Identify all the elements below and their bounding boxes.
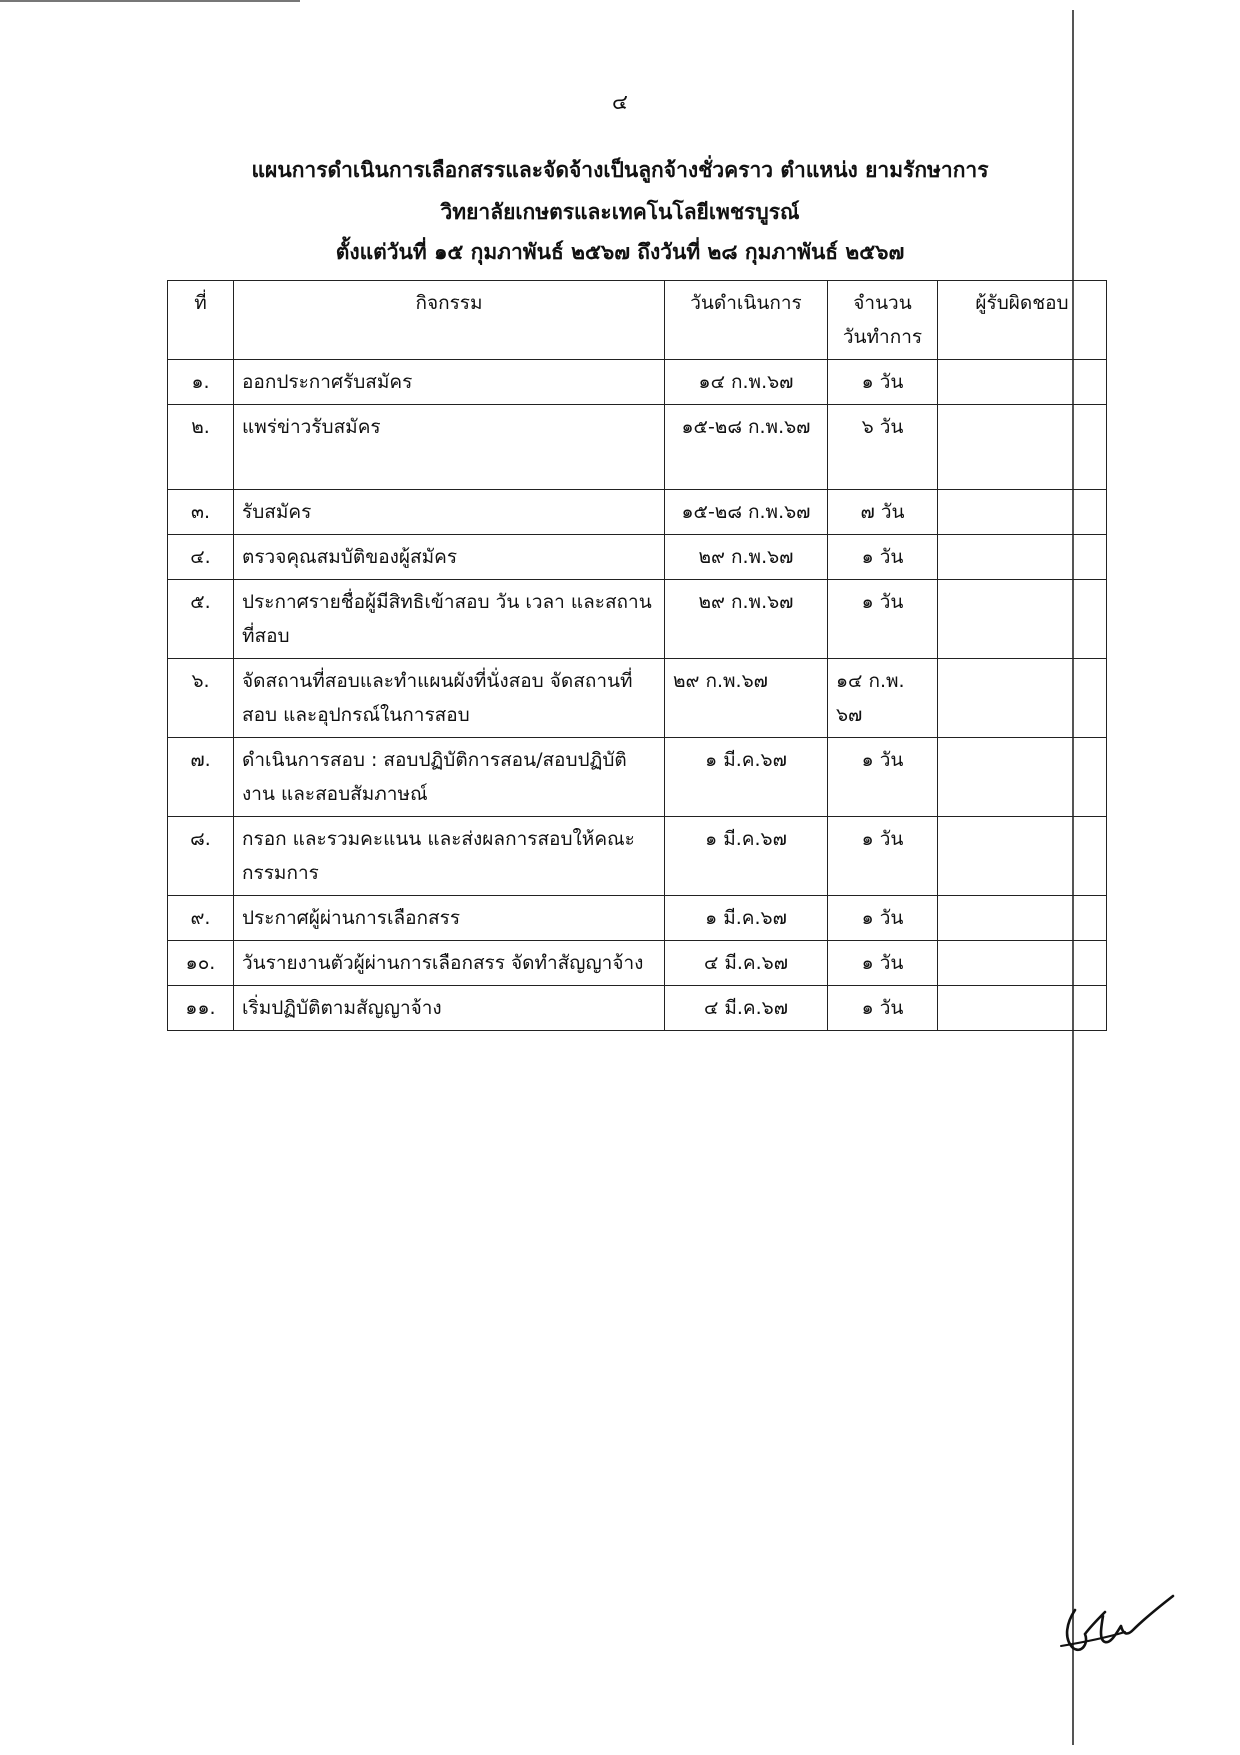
- row-activity: ประกาศรายชื่อผู้มีสิทธิเข้าสอบ วัน เวลา และสถานที่สอบ: [234, 580, 665, 659]
- row-no: ๑๐.: [168, 941, 234, 986]
- row-date: ๑๕-๒๘ ก.พ.๖๗: [665, 490, 828, 535]
- row-no: ๖.: [168, 659, 234, 738]
- header-days-line1: จำนวน: [853, 292, 912, 314]
- row-responsible: [938, 360, 1107, 405]
- row-date: ๑ มี.ค.๖๗: [665, 738, 828, 817]
- row-responsible: [938, 986, 1107, 1031]
- header-activity: กิจกรรม: [234, 281, 665, 360]
- row-date: ๒๙ ก.พ.๖๗: [665, 535, 828, 580]
- row-responsible: [938, 941, 1107, 986]
- date-range: ตั้งแต่วันที่ ๑๕ กุมภาพันธ์ ๒๕๖๗ ถึงวันที่ ๒๘ กุมภาพันธ์ ๒๕๖๗: [335, 240, 905, 264]
- row-date: ๑๕-๒๘ ก.พ.๖๗: [665, 405, 828, 490]
- row-no: ๓.: [168, 490, 234, 535]
- schedule-table: [167, 280, 1107, 1031]
- document-title: แผนการดำเนินการเลือกสรรและจัดจ้างเป็นลูกจ้างชั่วคราว ตำแหน่ง ยามรักษาการ: [251, 158, 989, 182]
- row-responsible: [938, 490, 1107, 535]
- header-responsible: ผู้รับผิดชอบ: [938, 281, 1107, 360]
- table-row: [168, 580, 1107, 659]
- row-activity: รับสมัคร: [234, 490, 665, 535]
- row-activity: วันรายงานตัวผู้ผ่านการเลือกสรร จัดทำสัญญาจ้าง: [234, 941, 665, 986]
- row-responsible: [938, 817, 1107, 896]
- row-responsible: [938, 738, 1107, 817]
- row-days: ๑ วัน: [828, 986, 938, 1031]
- header-days: [828, 281, 938, 360]
- row-days: ๑ วัน: [828, 817, 938, 896]
- row-activity: จัดสถานที่สอบและทำแผนผังที่นั่งสอบ จัดสถานที่สอบ และอุปกรณ์ในการสอบ: [234, 659, 665, 738]
- row-no: ๑๑.: [168, 986, 234, 1031]
- row-activity: ดำเนินการสอบ : สอบปฏิบัติการสอน/สอบปฏิบัติงาน และสอบสัมภาษณ์: [234, 738, 665, 817]
- row-activity: เริ่มปฏิบัติตามสัญญาจ้าง: [234, 986, 665, 1031]
- row-activity: ออกประกาศรับสมัคร: [234, 360, 665, 405]
- row-days: ๑ วัน: [828, 360, 938, 405]
- row-date: ๔ มี.ค.๖๗: [665, 941, 828, 986]
- table-row: [168, 535, 1107, 580]
- table-row: [168, 986, 1107, 1031]
- row-days: ๑ วัน: [828, 941, 938, 986]
- row-date: ๑ มี.ค.๖๗: [665, 817, 828, 896]
- row-responsible: [938, 896, 1107, 941]
- table-header-row: [168, 281, 1107, 360]
- row-activity: กรอก และรวมคะแนน และส่งผลการสอบให้คณะกรรมการ: [234, 817, 665, 896]
- row-days: ๖ วัน: [828, 405, 938, 490]
- institution-name: วิทยาลัยเกษตรและเทคโนโลยีเพชรบูรณ์: [440, 200, 800, 224]
- row-no: ๗.: [168, 738, 234, 817]
- row-no: ๑.: [168, 360, 234, 405]
- row-date: ๑๔ ก.พ.๖๗: [665, 360, 828, 405]
- top-rule: [0, 0, 300, 2]
- row-activity: ตรวจคุณสมบัติของผู้สมัคร: [234, 535, 665, 580]
- table-row: [168, 941, 1107, 986]
- row-no: ๘.: [168, 817, 234, 896]
- page-number: ๔: [612, 90, 628, 114]
- row-activity: แพร่ข่าวรับสมัคร: [234, 405, 665, 490]
- row-date: ๑ มี.ค.๖๗: [665, 896, 828, 941]
- table-row: [168, 896, 1107, 941]
- row-days: ๑ วัน: [828, 896, 938, 941]
- row-days: ๑ วัน: [828, 580, 938, 659]
- table-row: [168, 405, 1107, 490]
- header-date: วันดำเนินการ: [665, 281, 828, 360]
- row-date: ๔ มี.ค.๖๗: [665, 986, 828, 1031]
- row-date: ๒๙ ก.พ.๖๗: [665, 580, 828, 659]
- row-responsible: [938, 405, 1107, 490]
- table-row: [168, 490, 1107, 535]
- row-no: ๙.: [168, 896, 234, 941]
- table-row: [168, 360, 1107, 405]
- row-no: ๕.: [168, 580, 234, 659]
- row-days: ๑ วัน: [828, 738, 938, 817]
- header-no: ที่: [168, 281, 234, 360]
- row-date: ๒๙ ก.พ.๖๗: [665, 659, 828, 738]
- row-days: ๑๔ ก.พ. ๖๗: [828, 659, 938, 738]
- table-row: [168, 659, 1107, 738]
- table-row: [168, 738, 1107, 817]
- row-days: ๗ วัน: [828, 490, 938, 535]
- row-responsible: [938, 659, 1107, 738]
- handwritten-signature: [1055, 1588, 1183, 1656]
- row-no: ๒.: [168, 405, 234, 490]
- table-row: [168, 817, 1107, 896]
- header-days-line2: วันทำการ: [842, 326, 923, 348]
- row-activity: ประกาศผู้ผ่านการเลือกสรร: [234, 896, 665, 941]
- row-responsible: [938, 580, 1107, 659]
- row-no: ๔.: [168, 535, 234, 580]
- row-days: ๑ วัน: [828, 535, 938, 580]
- row-responsible: [938, 535, 1107, 580]
